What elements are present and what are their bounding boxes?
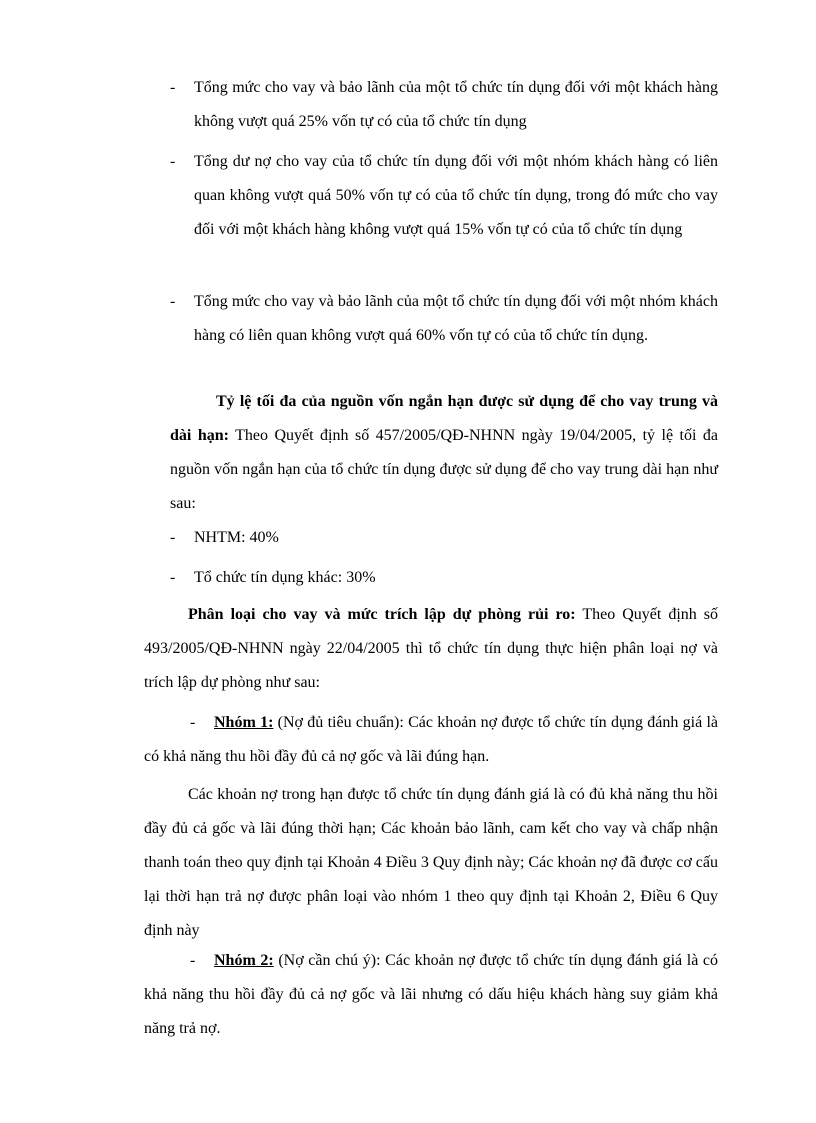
max-ratio-body: Theo Quyết định số 457/2005/QĐ-NHNN ngày 19/04/2005, tỷ lệ tối đa nguồn vốn ngắn hạn của tổ chức tín dụng được sử dụng để cho vay trung dài hạn như sau: bbox=[170, 427, 719, 512]
list-item bbox=[170, 285, 718, 353]
classification-paragraph bbox=[144, 598, 718, 700]
list-dash: - bbox=[190, 714, 196, 731]
limit-item-text: Tổng mức cho vay và bảo lãnh của một tổ chức tín dụng đối với một khách hàng không vượt quá 25% vốn tự có của tổ chức tín dụng bbox=[194, 79, 718, 130]
max-ratio-paragraph bbox=[170, 385, 718, 521]
list-item bbox=[170, 561, 718, 595]
group1-paragraph bbox=[144, 706, 718, 774]
max-ratio-heading: Tỷ lệ tối đa của nguồn vốn ngắn hạn được sử dụng để cho vay trung và dài hạn: bbox=[170, 393, 718, 444]
list-dash: - bbox=[170, 569, 176, 586]
list-dash: - bbox=[170, 529, 176, 546]
group1-detail-text: Các khoản nợ trong hạn được tổ chức tín dụng đánh giá là có đủ khả năng thu hồi đầy đủ cả gốc và lãi đúng thời hạn; Các khoản bảo lãnh, cam kết cho vay và chấp nhận thanh toán theo quy định tại Khoản 4 Điều 3 Quy định này; Các khoản nợ đã được cơ cấu lại thời hạn trả nợ được phân loại vào nhóm 1 theo quy định tại Khoản 2, Điều 6 Quy định này bbox=[144, 786, 718, 939]
limit-item-text: Tổng dư nợ cho vay của tổ chức tín dụng đối với một nhóm khách hàng có liên quan không vượt quá 50% vốn tự có của tổ chức tín dụng, trong đó mức cho vay đối với một khách hàng không vượt quá 15% vốn tự có của tổ chức tín dụng bbox=[194, 153, 718, 238]
classification-body: Theo Quyết định số 493/2005/QĐ-NHNN ngày 22/04/2005 thì tổ chức tín dụng thực hiện phân loại nợ và trích lập dự phòng như sau: bbox=[144, 606, 719, 691]
list-dash: - bbox=[170, 293, 176, 310]
list-item bbox=[170, 71, 718, 139]
group1-label: Nhóm 1: bbox=[214, 714, 274, 731]
group2-label: Nhóm 2: bbox=[214, 952, 274, 969]
group2-text: (Nợ cần chú ý): Các khoản nợ được tổ chức tín dụng đánh giá là có khả năng thu hồi đầy đủ cả nợ gốc và lãi nhưng có dấu hiệu khách hàng suy giảm khả năng trả nợ. bbox=[144, 952, 718, 1037]
ratio-item-text: NHTM: 40% bbox=[194, 529, 279, 546]
group1-detail bbox=[144, 778, 718, 948]
group2-paragraph bbox=[144, 944, 718, 1046]
limit-item-text: Tổng mức cho vay và bảo lãnh của một tổ chức tín dụng đối với một nhóm khách hàng có liên quan không vượt quá 60% vốn tự có của tổ chức tín dụng. bbox=[194, 293, 718, 344]
list-dash: - bbox=[190, 952, 196, 969]
list-item bbox=[170, 521, 718, 555]
list-item bbox=[170, 145, 718, 247]
classification-heading: Phân loại cho vay và mức trích lập dự phòng rủi ro: bbox=[188, 606, 576, 623]
list-dash: - bbox=[170, 153, 176, 170]
list-dash: - bbox=[170, 79, 176, 96]
group1-text: (Nợ đủ tiêu chuẩn): Các khoản nợ được tổ chức tín dụng đánh giá là có khả năng thu hồi đầy đủ cả nợ gốc và lãi đúng hạn. bbox=[144, 714, 718, 765]
ratio-item-text: Tổ chức tín dụng khác: 30% bbox=[194, 569, 376, 586]
